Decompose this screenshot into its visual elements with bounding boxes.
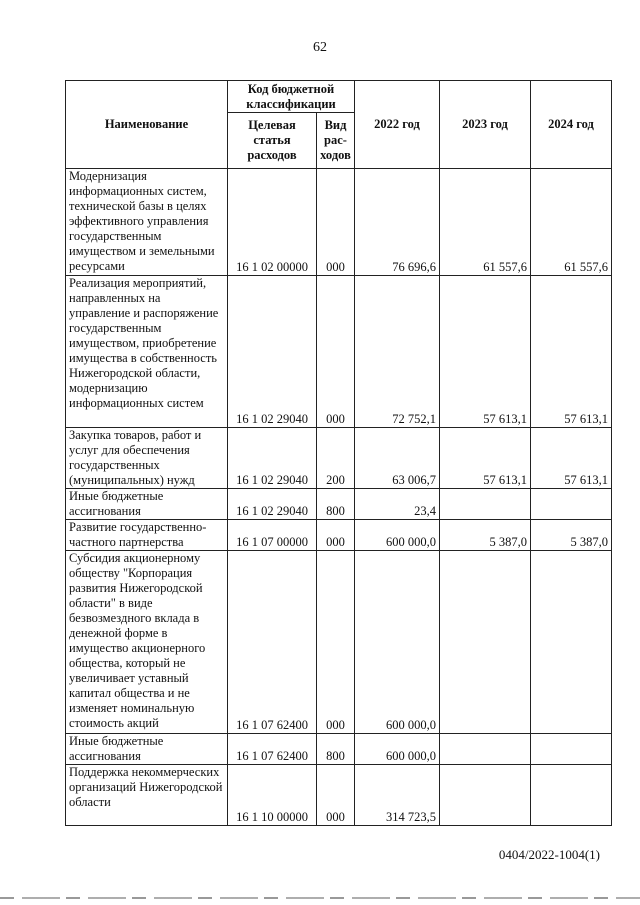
row-2024 [531, 551, 612, 734]
document-code: 0404/2022-1004(1) [498, 847, 600, 862]
row-name: Развитие государственно-частного партнерства [66, 520, 228, 551]
row-name: Закупка товаров, работ и услуг для обеспечения государственных (муниципальных) нужд [66, 428, 228, 489]
header-2022: 2022 год [355, 81, 440, 169]
row-2023: 57 613,1 [440, 276, 531, 428]
row-2022: 314 723,5 [355, 765, 440, 826]
row-name: Реализация мероприятий, направленных на управление и распоряжение государственным имуществом, приобретение имущества в собственность Нижегородской области, модернизацию информационных систем [66, 276, 228, 428]
row-type: 000 [317, 551, 355, 734]
header-code-group: Код бюджетной классификации [228, 81, 355, 113]
row-target: 16 1 02 29040 [228, 428, 317, 489]
row-name: Субсидия акционерному обществу "Корпорация развития Нижегородской области" в виде безвозмездного вклада в денежной форме в имущество акционерного общества, который не увеличивает уставный капитал общества и не изменяет номинальную стоимость акций [66, 551, 228, 734]
row-name: Иные бюджетные ассигнования [66, 734, 228, 765]
table-row [66, 734, 612, 765]
row-2022: 23,4 [355, 489, 440, 520]
row-target: 16 1 02 29040 [228, 489, 317, 520]
row-target: 16 1 02 29040 [228, 276, 317, 428]
header-2023: 2023 год [440, 81, 531, 169]
row-type: 000 [317, 276, 355, 428]
row-2022: 600 000,0 [355, 551, 440, 734]
row-2023: 57 613,1 [440, 428, 531, 489]
header-2024: 2024 год [531, 81, 612, 169]
row-type: 000 [317, 765, 355, 826]
row-target: 16 1 02 00000 [228, 169, 317, 276]
page-number: 62 [313, 40, 327, 55]
row-2023: 5 387,0 [440, 520, 531, 551]
row-2023 [440, 765, 531, 826]
row-2024 [531, 734, 612, 765]
table-row [66, 276, 612, 428]
row-2024: 61 557,6 [531, 169, 612, 276]
row-type: 000 [317, 169, 355, 276]
row-type: 800 [317, 489, 355, 520]
row-2022: 72 752,1 [355, 276, 440, 428]
table-row [66, 489, 612, 520]
row-2023 [440, 551, 531, 734]
scan-artifact-line [0, 897, 640, 899]
header-target-article: Целевая статья расходов [228, 113, 317, 169]
row-type: 800 [317, 734, 355, 765]
row-name: Поддержка некоммерческих организаций Нижегородской области [66, 765, 228, 826]
row-2023: 61 557,6 [440, 169, 531, 276]
table-row [66, 520, 612, 551]
row-type: 200 [317, 428, 355, 489]
row-2022: 600 000,0 [355, 520, 440, 551]
row-2024 [531, 489, 612, 520]
row-name: Модернизация информационных систем, технической базы в целях эффективного управления государственным имуществом и земельными ресурсами [66, 169, 228, 276]
row-2024 [531, 765, 612, 826]
table-row [66, 765, 612, 826]
row-2022: 63 006,7 [355, 428, 440, 489]
row-2024: 57 613,1 [531, 428, 612, 489]
header-expense-type: Вид рас-ходов [317, 113, 355, 169]
row-2023 [440, 734, 531, 765]
row-target: 16 1 07 00000 [228, 520, 317, 551]
row-type: 000 [317, 520, 355, 551]
header-name: Наименование [66, 81, 228, 169]
row-2022: 76 696,6 [355, 169, 440, 276]
table-row [66, 551, 612, 734]
row-target: 16 1 07 62400 [228, 551, 317, 734]
table-row [66, 169, 612, 276]
row-2022: 600 000,0 [355, 734, 440, 765]
budget-table [65, 80, 612, 826]
table-row [66, 428, 612, 489]
row-target: 16 1 10 00000 [228, 765, 317, 826]
row-2024: 57 613,1 [531, 276, 612, 428]
row-2023 [440, 489, 531, 520]
row-2024: 5 387,0 [531, 520, 612, 551]
row-target: 16 1 07 62400 [228, 734, 317, 765]
row-name: Иные бюджетные ассигнования [66, 489, 228, 520]
